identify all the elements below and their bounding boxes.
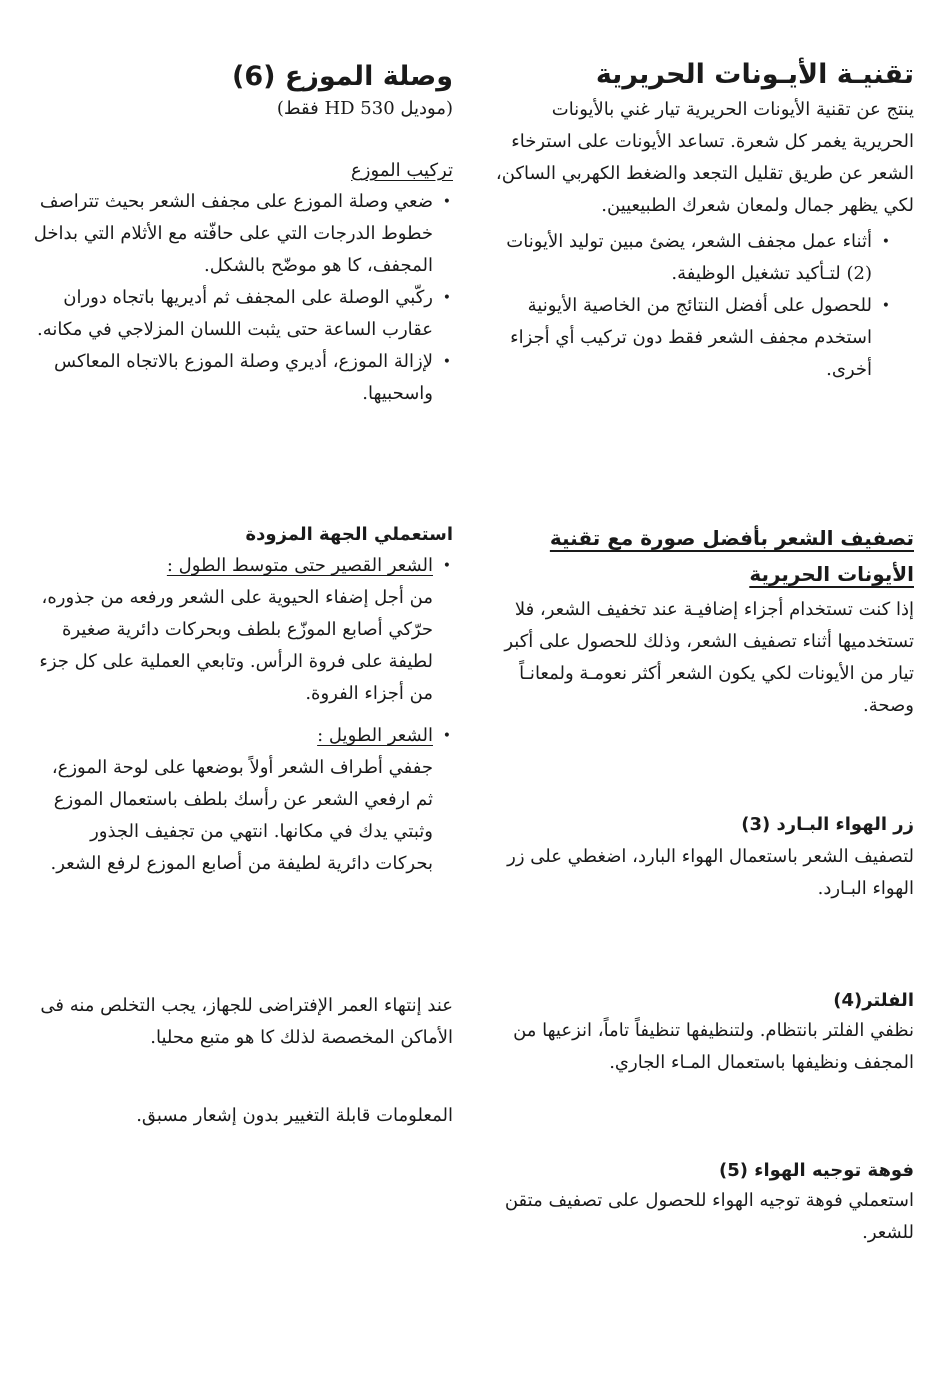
nozzle-body: استعملي فوهة توجيه الهواء للحصول على تصفيف متقن للشعر. [504, 1189, 914, 1243]
cool-title: زر الهواء البـارد (3) [741, 814, 914, 835]
styling-title: تصفيف الشعر بأفضل صورة مع تقنية الأيونات الحريرية [549, 526, 914, 586]
ionic-bullet-1: • أثناء عمل مجفف الشعر، يضئ مبين توليد الأيونات (2) لتـأكيد تشغيل الوظيفة. [494, 226, 892, 290]
styling-section [494, 520, 914, 722]
cool-body: لتصفيف الشعر باستعمال الهواء البارد، اضغطي على زر الهواء البـارد. [507, 845, 914, 899]
nozzle-title: فوهة توجيه الهواء (5) [718, 1160, 914, 1181]
diffuser-section [33, 60, 453, 410]
short-hair-body: من أجل إضفاء الحيوية على الشعر ورفعه من جذوره، حرّكي أصابع الموزّع بلطف وبحركات دائرية صغيرة لطيفة على فروة الرأس. وتابعي العملية على كل جزء من أجزاء الفروة. [39, 587, 433, 704]
side-section [33, 520, 453, 880]
ionic-body: ينتج عن تقنية الأيونات الحريرية تيار غني بالأيونات الحريرية يغمر كل شعرة. تساعد الأيونات على استرخاء الشعر عن طريق تقليل التجعد والضغط الكهربي الساكن، لكي يظهر جمال ولمعان شعرك الطبيعيين. [495, 98, 914, 216]
long-hair-body: جففي أطراف الشعر أولاً بوضعها على لوحة الموزع، ثم ارفعي الشعر عن رأسك بلطف باستعمال الموزع وثبتي يدك في مكانها. انتهي من تجفيف الجذور بحركات دائرية لطيفة من أصابع الموزع لرفع الشعر. [50, 757, 433, 874]
ionic-title: تقنيـة الأيـونات الحريرية [595, 59, 914, 90]
long-hair-label: الشعر الطويل : [317, 725, 433, 746]
ionic-bullets [494, 226, 914, 386]
notice-section [33, 1100, 453, 1132]
diffuser-bullet-3: • لإزالة الموزع، أديري وصلة الموزع بالاتجاه المعاكس واسحبيها. [33, 346, 453, 410]
styling-body: إذا كنت تستخدام أجزاء إضافيـة عند تخفيف الشعر، فلا تستخدميها أثناء تصفيف الشعر، وذلك للحصول على أكبر تيار من الأيونات لكي يكون الشعر أكثر نعومـة ولمعانـاً وصحة. [504, 599, 914, 716]
disposal-section [33, 990, 453, 1054]
diffuser-bullets [33, 186, 453, 410]
cool-section [494, 814, 914, 905]
side-title: استعملي الجهة المزودة [245, 524, 453, 545]
diffuser-bullet-2: • ركّبي الوصلة على المجفف ثم أديريها باتجاه دوران عقارب الساعة حتى يثبت اللسان المزلاجي في مكانه. [33, 282, 453, 346]
diffuser-bullet-1: • ضعي وصلة الموزع على مجفف الشعر بحيث تتراصف خطوط الدرجات التي على حافّته مع الأثلام التي بداخل المجفف، كا هو موضّح بالشكل. [33, 186, 453, 282]
filter-section [494, 990, 914, 1079]
diffuser-title: وصلة الموزع (6) [232, 61, 453, 92]
diffuser-section-label: تركيب الموزع [351, 159, 453, 181]
ionic-bullet-2: • للحصول على أفضل النتائج من الخاصية الأيونية استخدم مجفف الشعر فقط دون تركيب أي أجزاء أخرى. [494, 290, 892, 386]
ionic-section [494, 58, 914, 386]
side-bullet-short [33, 550, 453, 710]
filter-title: الفلتر(4) [833, 990, 914, 1011]
short-hair-label: الشعر القصير حتى متوسط الطول : [166, 555, 433, 576]
side-bullets [33, 550, 453, 880]
disposal-body: عند إنتهاء العمر الإفتراضى للجهاز، يجب التخلص منه فى الأماكن المخصصة لذلك كا هو متبع محليا. [40, 995, 453, 1048]
diffuser-subtitle: (موديل HD 530 فقط) [276, 97, 453, 119]
side-bullet-long [33, 720, 453, 880]
filter-body: نظفي الفلتر بانتظام. ولتنظيفها تنظيفاً تاماً، انزعيها من المجفف ونظيفها باستعمال المـاء الجاري. [513, 1019, 914, 1073]
notice-body: المعلومات قابلة التغيير بدون إشعار مسبق. [136, 1105, 453, 1126]
nozzle-section [494, 1160, 914, 1249]
